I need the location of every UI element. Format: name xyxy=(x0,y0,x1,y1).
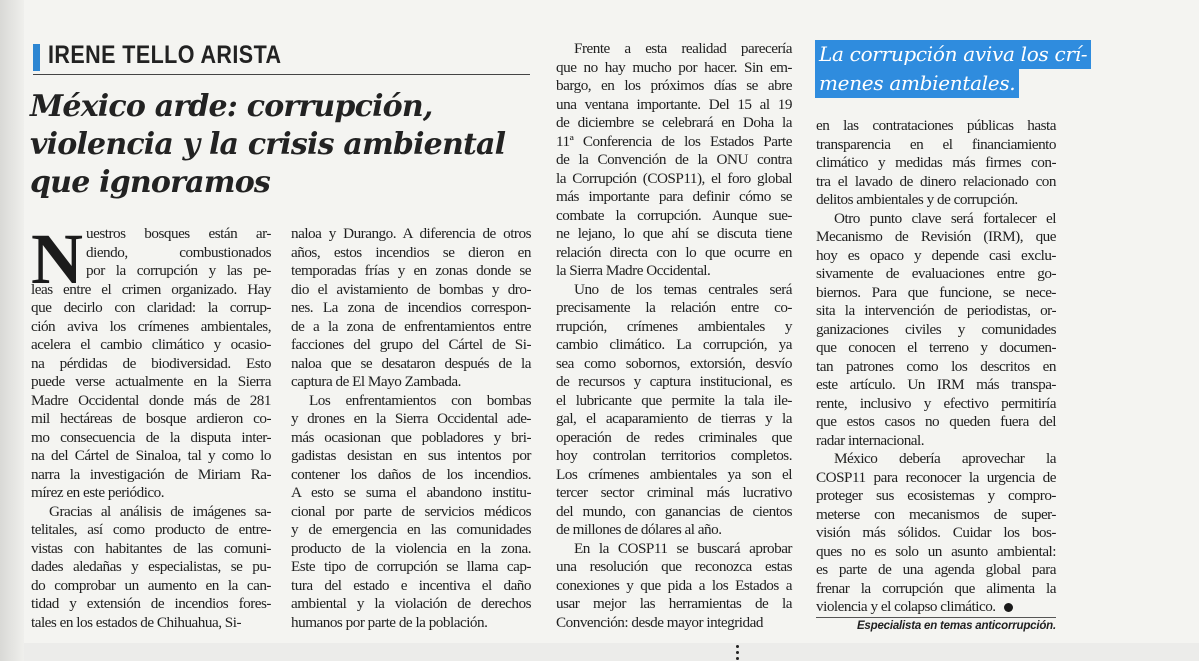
text-line: México debería aprovechar la xyxy=(834,450,1056,467)
text-line: temporadas frías y en zonas donde se xyxy=(291,262,531,279)
text-line: años, estos incendios se dieron en xyxy=(291,243,531,261)
text-line: bargo, en los próximos días se abre xyxy=(556,77,792,94)
text-line: radar internacional. xyxy=(816,431,925,449)
text-line: sita la intervención de periodistas, or- xyxy=(816,302,1056,319)
text-line: ques no es solo un asunto ambiental: xyxy=(816,542,1056,560)
text-line: facciones del grupo del Cártel de Si- xyxy=(291,336,531,353)
text-line: hoy controlan territorios completos. xyxy=(556,447,792,464)
text-line: conexiones y que pida a los Estados a xyxy=(556,576,792,594)
end-mark-icon xyxy=(1004,603,1013,612)
text-line: de recursos y captura institucional, es xyxy=(556,373,792,390)
text-line: uestros bosques están ar- xyxy=(86,225,271,242)
text-line: En la COSP11 se buscará aprobar xyxy=(574,539,792,557)
text-line: hoy es opaco y depende casi exclu- xyxy=(816,246,1056,264)
text-line: delitos ambientales y de corrupción. xyxy=(816,191,1018,208)
text-line: proteger sus ecosistemas y compro- xyxy=(816,487,1056,504)
text-line: Mecanismo de Revisión (IRM), que xyxy=(816,228,1056,245)
text-line: una resolución que reconozca estas xyxy=(556,558,792,575)
text-line: ción aviva los crímenes ambientales, xyxy=(31,317,271,335)
text-line: Convención: desde mayor integridad xyxy=(556,613,763,631)
text-line: de a la zona de enfrentamientos entre xyxy=(291,317,531,335)
text-line: gal, el acaparamiento de tierras y la xyxy=(556,410,792,427)
text-line: de diciembre se celebrará en Doha la xyxy=(556,114,792,131)
text-line: ganizaciones civiles y comunidades xyxy=(816,320,1056,338)
page-edge-shadow xyxy=(0,0,24,661)
text-line: leas entre el crimen organizado. Hay xyxy=(31,280,271,298)
text-line: rente, inclusivo y efectivo permitiría xyxy=(816,394,1056,412)
headline-line: México arde: corrupción, xyxy=(30,89,433,124)
text-line: naloa que se desataron después de la xyxy=(291,354,531,372)
text-line: una ventana importante. Del 15 al 19 xyxy=(556,95,792,113)
text-line: mo consecuencia de la disputa inter- xyxy=(31,428,271,446)
text-line: tura del estado e incentiva el daño xyxy=(291,576,531,594)
text-line: producto de la violencia en la zona. xyxy=(291,539,531,557)
text-line: sea como sobornos, extorsión, desvío xyxy=(556,354,792,372)
text-line: puede verse actualmente en la Sierra xyxy=(31,373,271,390)
text-line: del mundo, con ganancias de cientos xyxy=(556,502,792,520)
text-line: meterse con mecanismos de super- xyxy=(816,505,1056,523)
author-divider xyxy=(33,74,530,75)
article-column-3 xyxy=(556,40,792,632)
article-column-1 xyxy=(31,219,271,632)
more-options-icon[interactable] xyxy=(734,645,740,661)
text-line: combate la corrupción. Aunque sue- xyxy=(556,206,792,224)
text-line: frenar la corrupción que alimenta la xyxy=(816,579,1056,597)
text-line: ne lejano, lo que ahí se discuta tiene xyxy=(556,225,792,242)
text-line: este artículo. Un IRM más transpa- xyxy=(816,376,1056,393)
text-line: diendo, combustionados xyxy=(86,243,271,261)
article-column-2 xyxy=(291,225,531,632)
text-line: dades aledañas y especialistas, se pu- xyxy=(31,558,271,575)
article-column-4 xyxy=(816,117,1056,617)
text-line: en las contrataciones públicas hasta xyxy=(816,117,1056,134)
text-line: Gracias al análisis de imágenes sa- xyxy=(49,502,271,520)
text-line: Los crímenes ambientales ya son el xyxy=(556,465,792,483)
text-line: visión más sólidos. Cuidar los bos- xyxy=(816,524,1056,541)
text-line: que conocen el terreno y documen- xyxy=(816,339,1056,356)
pull-quote xyxy=(815,40,1120,98)
credit-divider xyxy=(816,617,1056,618)
text-line: violencia y el colapso climático. xyxy=(816,598,996,615)
text-line: y drones en la Sierra Occidental ade- xyxy=(291,410,531,427)
text-line: Este tipo de corrupción se llama cap- xyxy=(291,558,531,575)
text-line: do comprobar un aumento en la can- xyxy=(31,576,271,594)
text-line: tidad y extensión de incendios fores- xyxy=(31,595,271,612)
text-line: gadistas desistan en sus intentos por xyxy=(291,447,531,464)
text-line: Otro punto clave será fortalecer el xyxy=(834,209,1056,227)
pull-quote-line: menes ambientales. xyxy=(815,69,1019,98)
text-line: 11ª Conferencia de los Estados Parte xyxy=(556,132,792,150)
bottom-strip xyxy=(24,643,1199,661)
text-line: operación de redes criminales que xyxy=(556,428,792,446)
text-line: y de emergencia en las comunidades xyxy=(291,521,531,538)
text-line: el lubricante que permite la tala ile- xyxy=(556,391,792,409)
text-line: A esto se suma el abandono institu- xyxy=(291,484,531,501)
text-line: la Corrupción (COSP11), el foro global xyxy=(556,169,792,187)
text-line: mil hectáreas de bosque ardieron co- xyxy=(31,410,271,427)
text-line: sivamente de evaluaciones entre go- xyxy=(816,265,1056,282)
text-line: que decirlo con claridad: la corrup- xyxy=(31,299,271,316)
text-line: cional por parte de servicios médicos xyxy=(291,502,531,520)
text-line: cambio climático. La corrupción, ya xyxy=(556,336,792,353)
text-line: naloa y Durango. A diferencia de otros xyxy=(291,225,531,242)
text-line: Frente a esta realidad parecería xyxy=(574,40,792,57)
text-line: usar mejor las herramientas de la xyxy=(556,595,792,612)
headline xyxy=(30,88,530,202)
text-line: COSP11 para reconocer la urgencia de xyxy=(816,468,1056,486)
text-line: transparencia en el financiamiento xyxy=(816,135,1056,153)
text-line: tra el lavado de dinero relacionado con xyxy=(816,172,1056,190)
text-line: na del Cártel de Sinaloa, tal y como lo xyxy=(31,447,271,464)
pull-quote-line: La corrupción aviva los crí- xyxy=(815,40,1091,69)
text-line: la Sierra Madre Occidental. xyxy=(556,262,711,279)
text-line: telitales, así como producto de entre- xyxy=(31,521,271,538)
headline-line: que ignoramos xyxy=(30,165,271,200)
headline-line: violencia y la crisis ambiental xyxy=(30,127,506,162)
text-line: narra la investigación de Miriam Ra- xyxy=(31,465,271,483)
text-line: nes. La zona de incendios correspon- xyxy=(291,299,531,316)
author-accent-bar xyxy=(33,44,40,71)
author-name: IRENE TELLO ARISTA xyxy=(48,41,282,69)
text-line: relación directa con lo que ocurre en xyxy=(556,243,792,261)
text-line: por la corrupción y las pe- xyxy=(86,262,271,279)
text-line: climático y medidas más firmes con- xyxy=(816,154,1056,171)
author-credit: Especialista en temas anticorrupción. xyxy=(856,620,1056,632)
text-line: tan patrones como los descritos en xyxy=(816,357,1056,375)
text-line: de millones de dólares al año. xyxy=(556,521,722,538)
text-line: contener los daños de los incendios. xyxy=(291,465,531,483)
text-line: acelera el cambio climático y ocasio- xyxy=(31,336,271,353)
text-line: captura de El Mayo Zambada. xyxy=(291,373,461,390)
text-line: biernos. Para que funcione, se nece- xyxy=(816,283,1056,301)
text-line: tercer sector criminal más lucrativo xyxy=(556,484,792,501)
text-line: es parte de una agenda global para xyxy=(816,561,1056,578)
text-line: que estos casos no queden fuera del xyxy=(816,413,1056,430)
text-line: dio el avistamiento de bombas y dro- xyxy=(291,280,531,298)
text-line: que no hay mucho por hacer. Sin em- xyxy=(556,58,792,76)
text-line: precisamente la relación entre co- xyxy=(556,299,792,316)
text-line: na pérdidas de biodiversidad. Esto xyxy=(31,354,271,372)
text-line: tales en los estados de Chihuahua, Si- xyxy=(31,613,242,631)
text-line: Los enfrentamientos con bombas xyxy=(309,391,531,409)
text-line: ambiental y la violación de derechos xyxy=(291,595,531,612)
dropcap: N xyxy=(31,219,83,299)
text-line: más importante para definir cómo se xyxy=(556,188,792,205)
text-line: vistas con habitantes de las comuni- xyxy=(31,539,271,557)
text-line: de la Convención de la ONU contra xyxy=(556,151,792,168)
text-line: Madre Occidental donde más de 281 xyxy=(31,391,271,409)
text-line: más ocasionan que pobladores y bri- xyxy=(291,428,531,446)
text-line: rrupción, crímenes ambientales y xyxy=(556,317,792,335)
text-line: mírez en este periódico. xyxy=(31,484,165,501)
text-line: humanos por parte de la población. xyxy=(291,613,488,631)
text-line: Uno de los temas centrales será xyxy=(574,280,792,298)
